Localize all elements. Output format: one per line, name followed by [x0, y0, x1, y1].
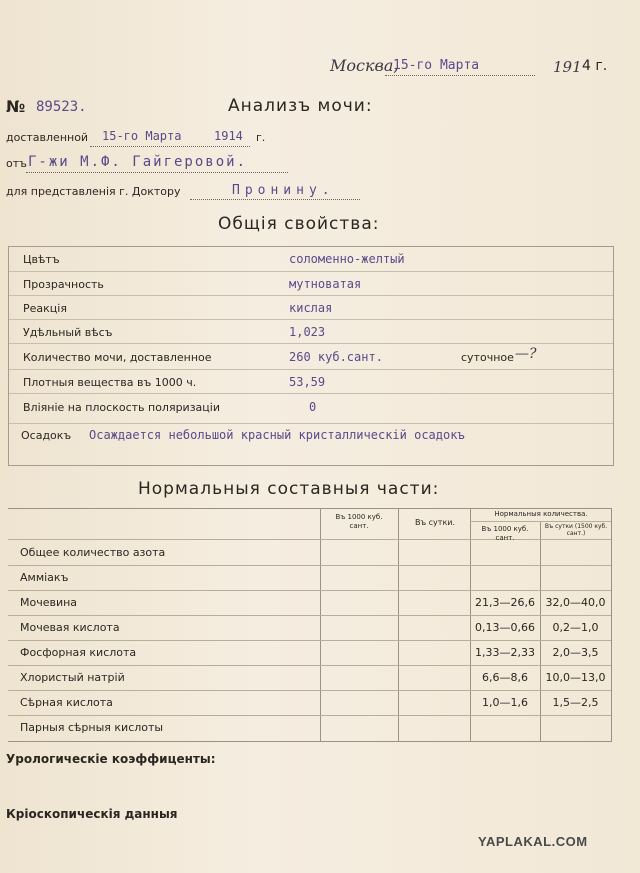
doctor-value: Пронину. [232, 183, 335, 198]
form-number-prefix: № [6, 97, 26, 116]
daily-label: суточное [461, 351, 514, 364]
general-row-label: Цвѣтъ [23, 253, 60, 266]
daily-value: —? [515, 346, 537, 362]
general-row-label: Удѣльный вѣсъ [23, 326, 113, 339]
norm-day-value: 0,2—1,0 [552, 621, 599, 634]
norm-day-value: 32,0—40,0 [545, 596, 606, 609]
general-row-value: 53,59 [289, 375, 326, 389]
head-normday: Въ сутки (1500 куб. сант.) [544, 523, 608, 537]
general-row-value: мутноватая [289, 277, 362, 291]
general-row [9, 423, 613, 464]
delivered-suffix: г. [256, 131, 266, 144]
component-label: Мочевая кислота [20, 621, 120, 634]
general-row [9, 319, 613, 344]
delivered-label: доставленной [6, 131, 89, 144]
form-title: Анализъ мочи: [228, 96, 373, 116]
cryoscopic-heading: Кріоскопическія данныя [6, 807, 178, 821]
head-per-day: Въ сутки. [414, 518, 456, 527]
norm-1000-value: 6,6—8,6 [482, 671, 528, 684]
header-city: Москва, [330, 56, 399, 75]
norm-day-value: 1,5—2,5 [552, 696, 599, 709]
from-value: Г-жи М.Ф. Гайгеровой. [28, 154, 248, 170]
norm-day-value: 10,0—13,0 [545, 671, 606, 684]
head-normal: Нормальныя количества. [494, 510, 588, 518]
general-row-label: Прозрачность [23, 278, 104, 291]
general-title: Общія свойства: [218, 214, 380, 234]
watermark: YAPLAKAL.COM [478, 834, 588, 849]
delivered-year: 1914 [214, 129, 243, 143]
header-date-line [385, 75, 535, 76]
component-label: Мочевина [20, 596, 78, 609]
from-label: отъ [6, 157, 27, 170]
general-properties-table [8, 246, 614, 466]
head-per1000: Въ 1000 куб. сант. [335, 513, 383, 530]
general-row-value: 260 куб.сант. [289, 350, 383, 364]
general-row-label: Плотныя вещества въ 1000 ч. [23, 376, 197, 389]
norm-day-value: 2,0—3,5 [552, 646, 599, 659]
component-label: Парныя сѣрныя кислоты [20, 721, 164, 734]
doctor-label: для представленія г. Доктору [6, 185, 181, 198]
general-row-label: Осадокъ [21, 429, 72, 442]
delivered-line [90, 146, 250, 147]
general-row [9, 369, 613, 394]
norm-1000-value: 21,3—26,6 [475, 596, 535, 609]
component-label: Сѣрная кислота [20, 696, 113, 709]
general-row-label: Вліяніе на плоскость поляризаціи [23, 401, 220, 414]
general-row-value: 0 [309, 400, 317, 414]
norm-1000-value: 0,13—0,66 [475, 621, 535, 634]
general-row-label: Количество мочи, доставленное [23, 351, 212, 364]
delivered-value: 15-го Марта [102, 129, 182, 143]
component-label: Амміакъ [20, 571, 69, 584]
general-row-value: кислая [289, 301, 333, 315]
general-row [9, 271, 613, 296]
header-date: 15-го Марта [393, 58, 480, 73]
from-line [26, 172, 288, 173]
general-row [9, 393, 613, 418]
urological-heading: Урологическіе коэффиценты: [6, 752, 216, 766]
component-label: Общее количество азота [20, 546, 166, 559]
doctor-line [190, 199, 360, 200]
general-row [9, 343, 613, 368]
norm-1000-value: 1,0—1,6 [482, 696, 528, 709]
norm-1000-value: 1,33—2,33 [475, 646, 535, 659]
header-year-prefix: 191 [553, 58, 582, 76]
general-row [9, 295, 613, 320]
form-number: 89523. [36, 99, 87, 115]
normal-components-table [8, 508, 612, 742]
normal-title: Нормальныя составныя части: [138, 479, 440, 499]
component-label: Фосфорная кислота [20, 646, 137, 659]
general-row-value: Осаждается небольшой красный кристаллическій осадокъ [89, 428, 465, 442]
header-year-suffix: 4 г. [582, 58, 608, 74]
head-norm1000: Въ 1000 куб. сант. [481, 525, 529, 542]
general-row-value: 1,023 [289, 325, 326, 339]
general-row-value: соломенно-желтый [289, 252, 405, 266]
general-row [9, 247, 613, 271]
general-row-label: Реакція [23, 302, 67, 315]
component-label: Хлористый натрій [20, 671, 125, 684]
